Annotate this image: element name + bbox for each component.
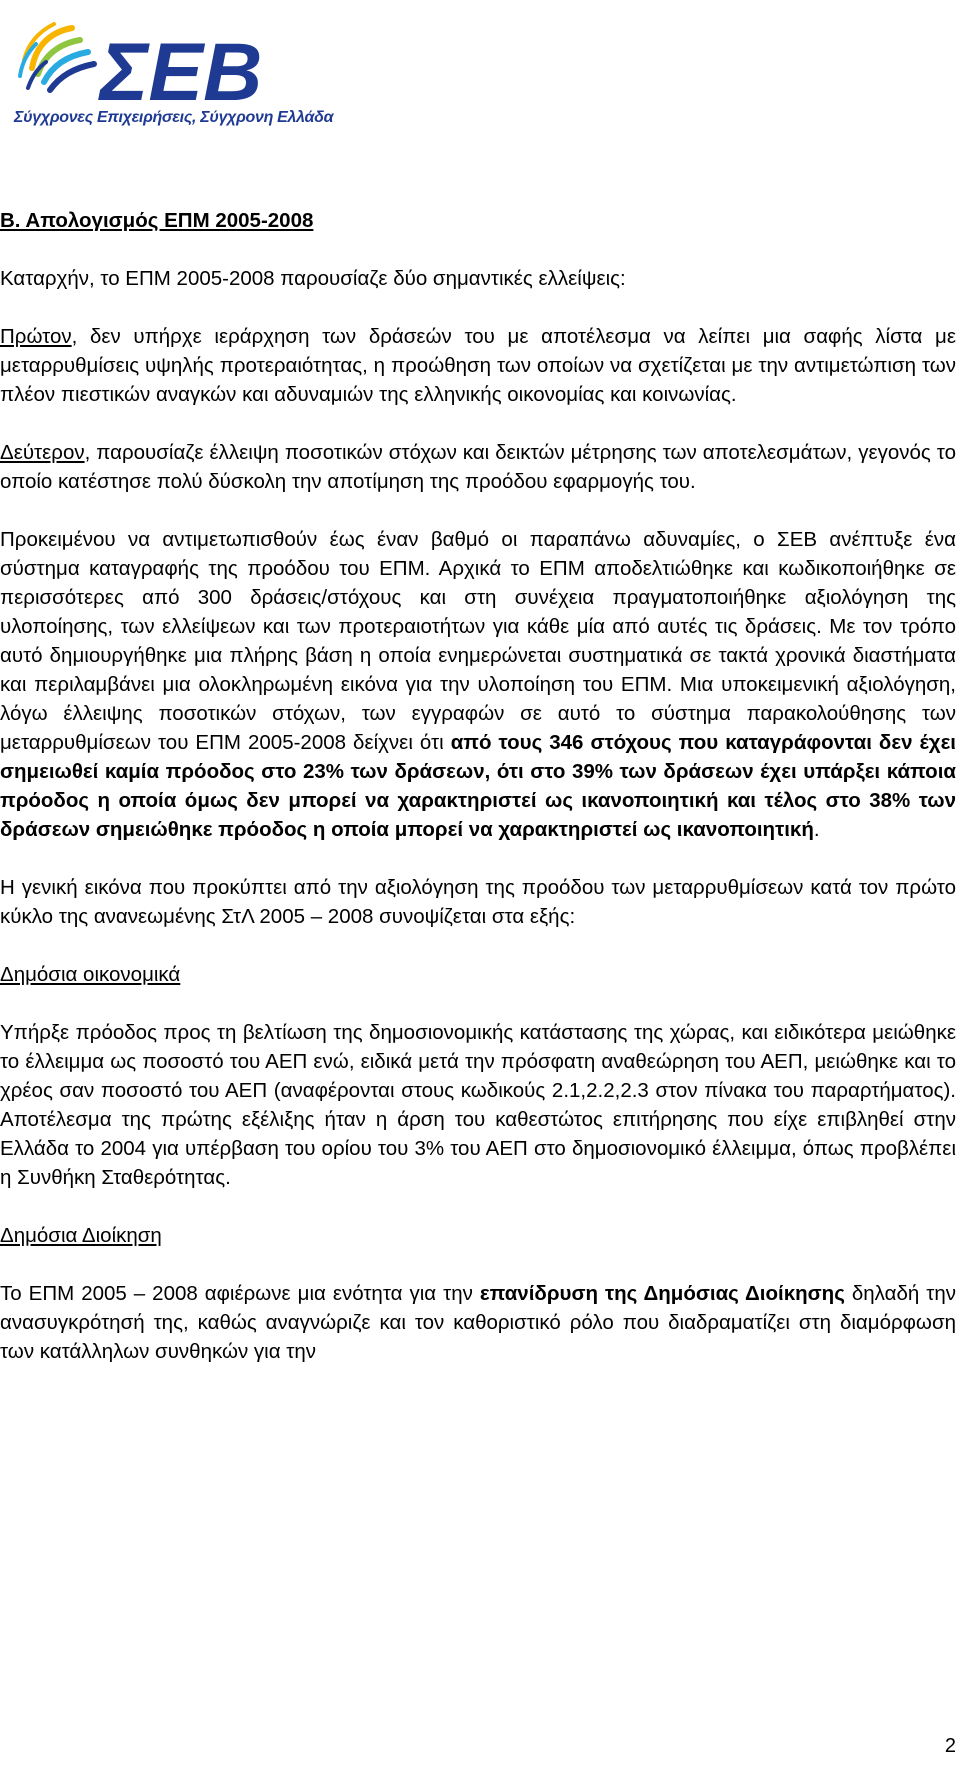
brand-text: ΣΕΒ — [100, 27, 263, 110]
section-title: Β. Απολογισμός ΕΠΜ 2005-2008 — [0, 209, 314, 232]
public-admin-text-start: Το ΕΠΜ 2005 – 2008 αφιέρωνε μια ενότητα για την — [0, 1282, 480, 1305]
overview-paragraph: Η γενική εικόνα που προκύπτει από την αξιολόγηση της προόδου των μεταρρυθμίσεων κατά τον πρώτο κύκλο της ανανεωμένης ΣτΛ 2005 – 2008 συνοψίζεται στα εξής: — [0, 876, 956, 928]
public-admin-heading: Δημόσια Διοίκηση — [0, 1224, 162, 1247]
tracking-paragraph — [0, 525, 956, 844]
second-point-text: , παρουσίαζε έλλειψη ποσοτικών στόχων και δεικτών μέτρησης των αποτελεσμάτων, γεγονός το οποίο κατέστησε πολύ δύσκολη την αποτίμηση της προόδου εφαρμογής του. — [0, 441, 956, 493]
seb-logo — [14, 10, 334, 134]
public-finance-heading: Δημόσια οικονομικά — [0, 963, 181, 986]
seb-logo-mark — [14, 10, 334, 110]
tracking-text: Προκειμένου να αντιμετωπισθούν έως έναν βαθμό οι παραπάνω αδυναμίες, ο ΣΕΒ ανέπτυξε ένα σύστημα καταγραφής της προόδου του ΕΠΜ. Αρχικά το ΕΠΜ αποδελτιώθηκε και κωδικοποιήθηκε σε περισσότερες από 300 δράσεις/στόχους και στη συνέχεια πραγματοποιήθηκε αξιολόγηση της υλοποίησης, των ελλείψεων και των προτεραιοτήτων για κάθε μία από αυτές τις δράσεις. Με τον τρόπο αυτό δημιουργήθηκε μια πλήρης βάση η οποία ενημερώνεται συστηματικά σε τακτά χρονικά διαστήματα και περιλαμβάνει μια ολοκληρωμένη εικόνα για την υλοποίηση του ΕΠΜ. Μια υποκειμενική αξιολόγηση, λόγω έλλειψης ποσοτικών στόχων, των εγγραφών σε αυτό το σύστημα παρακολούθησης των μεταρρυθμίσεων του ΕΠΜ 2005-2008 δείχνει ότι — [0, 528, 956, 754]
logo-tagline: Σύγχρονες Επιχειρήσεις, Σύγχρονη Ελλάδα — [14, 109, 334, 126]
public-admin-paragraph — [0, 1279, 956, 1366]
page-number: 2 — [944, 1735, 956, 1757]
public-admin-bold: επανίδρυση της Δημόσιας Διοίκησης — [479, 1282, 845, 1305]
tracking-end: . — [813, 818, 820, 841]
public-finance-paragraph: Υπήρξε πρόοδος προς τη βελτίωση της δημοσιονομικής κατάστασης της χώρας, και ειδικότερα μειώθηκε το έλλειμμα ως ποσοστό του ΑΕΠ ενώ, ειδικά μετά την πρόσφατη αναθεώρηση του ΑΕΠ, μειώθηκε και το χρέος σαν ποσοστό του ΑΕΠ (αναφέρονται στους κωδικούς 2.1,2.2,2.3 στον πίνακα του παραρτήματος). Αποτέλεσμα της πρώτης εξέλιξης ήταν η άρση του καθεστώτος επιτήρησης που είχε επιβληθεί στην Ελλάδα το 2004 για υπέρβαση του ορίου του 3% του ΑΕΠ στο δημοσιονομικό έλλειμμα, όπως προβλέπει η Συνθήκη Σταθερότητας. — [0, 1021, 956, 1189]
public-admin-text-end: δηλαδή την ανασυγκρότησή της, καθώς αναγνώριζε και τον καθοριστικό ρόλο που διαδραματίζει στη διαμόρφωση των κατάλληλων συνθηκών για την — [0, 1282, 956, 1363]
document-body — [0, 206, 956, 1395]
first-point-paragraph — [0, 322, 956, 409]
tracking-results: από τους 346 στόχους που καταγράφονται δεν έχει σημειωθεί καμία πρόοδος στο 23% των δράσεων, ότι στο 39% των δράσεων έχει υπάρξει κάποια πρόοδος η οποία όμως δεν μπορεί να χαρακτηριστεί ως ικανοποιητική και τέλος στο 38% των δράσεων σημειώθηκε πρόοδος η οποία μπορεί να χαρακτηριστεί ως ικανοποιητική — [0, 731, 956, 841]
first-point-label: Πρώτον — [0, 325, 72, 348]
first-point-text: , δεν υπήρχε ιεράρχηση των δράσεών του με αποτέλεσμα να λείπει μια σαφής λίστα με μεταρρυθμίσεις υψηλής προτεραιότητας, η προώθηση των οποίων να σχετίζεται με την αντιμετώπιση των πλέον πιεστικών αναγκών και αδυναμιών της ελληνικής οικονομίας και κοινωνίας. — [0, 325, 956, 406]
second-point-label: Δεύτερον — [0, 441, 85, 464]
intro-paragraph: Καταρχήν, το ΕΠΜ 2005-2008 παρουσίαζε δύο σημαντικές ελλείψεις: — [0, 267, 626, 290]
second-point-paragraph — [0, 438, 956, 496]
